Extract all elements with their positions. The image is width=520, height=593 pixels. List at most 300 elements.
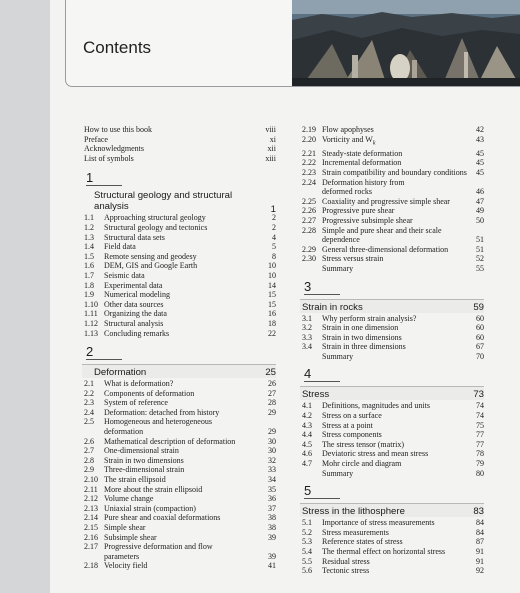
entry-page: 75	[476, 420, 484, 430]
chapter-block	[84, 344, 276, 571]
entry-number: 2.6	[84, 436, 94, 446]
entry-number: 2.30	[302, 254, 316, 264]
chapter-title-text: Strain in rocks	[302, 301, 363, 313]
toc-entry[interactable]	[302, 411, 484, 421]
entry-title: Stress components	[322, 430, 382, 440]
entry-number: 5.4	[302, 547, 312, 556]
entry-number: 2.23	[302, 167, 316, 177]
toc-entry[interactable]	[84, 242, 276, 252]
toc-entry[interactable]	[84, 271, 276, 281]
entry-number: 1.13	[84, 328, 98, 338]
entry-title: Volume change	[104, 494, 154, 504]
entry-title: Definitions, magnitudes and units	[322, 401, 430, 411]
entry-title: Flow apophyses	[322, 125, 374, 134]
toc-entry[interactable]	[84, 379, 276, 389]
entry-title: Importance of stress measurements	[322, 518, 435, 528]
chapter-rule	[304, 381, 340, 382]
entry-number: 2.7	[84, 446, 94, 456]
entry-page: 39	[268, 532, 276, 542]
entry-title: Velocity field	[104, 561, 148, 571]
entry-page: 80	[476, 468, 484, 478]
entry-title: The thermal effect on horizontal stress	[322, 547, 446, 556]
entry-title: Deviatoric stress and mean stress	[322, 449, 429, 459]
chapter-title-text: Deformation	[94, 367, 147, 379]
entry-title: Strain in one dimension	[322, 323, 399, 333]
toc-entry[interactable]	[302, 125, 484, 135]
toc-entry[interactable]	[302, 459, 484, 469]
entry-number: 2.2	[84, 388, 94, 398]
entry-number	[302, 264, 322, 274]
entry-title: Mohr circle and diagram	[322, 459, 402, 469]
entry-title: Organizing the data	[104, 309, 167, 319]
toc-entry[interactable]	[84, 417, 276, 436]
chapter-page: 83	[473, 506, 484, 518]
toc-entry[interactable]	[302, 518, 484, 528]
entry-page: 2	[272, 222, 276, 232]
entry-page: 67	[476, 342, 484, 352]
entry-page: 79	[476, 459, 484, 469]
entry-page: 74	[476, 411, 484, 421]
entry-number: 2.28	[302, 225, 316, 235]
entry-page: 47	[476, 196, 484, 206]
chapter-rule	[86, 359, 122, 360]
entry-number	[302, 469, 322, 479]
entry-page: 15	[268, 290, 276, 300]
entry-number: 2.5	[84, 417, 94, 427]
toc-entry[interactable]	[84, 319, 276, 329]
entry-title: Strain in two dimensions	[104, 455, 184, 465]
toc-entry[interactable]	[302, 245, 484, 255]
entry-number: 2.9	[84, 465, 94, 475]
entry-title-main: Vorticity and W	[322, 134, 373, 144]
entry-number: 2.10	[84, 475, 98, 485]
entry-title: Preface	[84, 134, 108, 144]
entry-page: 14	[268, 280, 276, 290]
toc-entry[interactable]	[84, 389, 276, 399]
chapter-block	[302, 483, 484, 576]
entry-number: 2.3	[84, 398, 94, 408]
chapter-number: 2	[86, 344, 94, 360]
entry-title: Summary	[322, 351, 354, 361]
entry-number: 1.5	[84, 251, 94, 261]
entry-title: Seismic data	[104, 270, 145, 280]
chapter-block	[302, 279, 484, 362]
entry-page: 10	[268, 261, 276, 271]
entry-number: 1.2	[84, 222, 94, 232]
toc-entry[interactable]	[84, 261, 276, 271]
entry-page: 51	[476, 235, 484, 245]
entry-title: DEM, GIS and Google Earth	[104, 261, 198, 271]
entry-title: Tectonic stress	[322, 566, 370, 576]
chapter-title-text: Stress	[302, 389, 330, 401]
entry-number: 1.4	[84, 242, 94, 252]
entry-title: Subsimple shear	[104, 532, 157, 542]
entry-title: Concluding remarks	[104, 328, 170, 338]
entry-title: Progressive subsimple shear	[322, 215, 413, 225]
entry-number: 2.4	[84, 407, 94, 417]
entry-page: 27	[268, 388, 276, 398]
entry-number: 2.27	[302, 215, 316, 225]
entry-page: 91	[476, 556, 484, 566]
entry-title: Uniaxial strain (compaction)	[104, 503, 196, 513]
entry-number: 1.7	[84, 270, 94, 280]
entry-page: 34	[268, 475, 276, 485]
entry-page: 52	[476, 254, 484, 264]
entry-title: Experimental data	[104, 280, 163, 290]
entry-title: How to use this book	[84, 125, 152, 134]
entry-page: 74	[476, 401, 484, 411]
entry-title: Stress versus strain	[322, 254, 384, 264]
entry-title: The stress tensor (matrix)	[322, 439, 404, 449]
entry-title: Strain compatibility and boundary conditions	[322, 167, 467, 177]
toc-entry[interactable]	[84, 475, 276, 485]
toc-entry[interactable]	[302, 430, 484, 440]
entry-title: Incremental deformation	[322, 158, 402, 168]
entry-page: 41	[268, 561, 276, 571]
entry-title: Stress on a surface	[322, 411, 382, 421]
toc-left-column	[84, 125, 276, 571]
entry-number: 5.5	[302, 556, 312, 566]
entry-number: 2.16	[84, 532, 98, 542]
entry-number: 4.3	[302, 420, 312, 430]
entry-title: Reference states of stress	[322, 537, 403, 547]
entry-number: 1.3	[84, 232, 94, 242]
entry-page: 28	[268, 398, 276, 408]
entry-page: 4	[272, 232, 276, 242]
entry-page: 91	[476, 547, 484, 556]
toc-entry[interactable]	[84, 135, 276, 145]
entry-number: 2.29	[302, 244, 316, 254]
toc-entry[interactable]	[302, 421, 484, 431]
entry-number: 2.18	[84, 561, 98, 571]
entry-page: 10	[268, 270, 276, 280]
toc-entry[interactable]	[84, 465, 276, 475]
entry-page: 5	[272, 242, 276, 252]
toc-entry[interactable]	[302, 323, 484, 333]
entry-number: 2.13	[84, 503, 98, 513]
chapter-block	[84, 170, 276, 338]
entry-number: 3.3	[302, 332, 312, 342]
entry-number: 2.11	[84, 484, 98, 494]
toc-entry[interactable]	[302, 440, 484, 450]
toc-entry[interactable]	[302, 557, 484, 567]
entry-page: 38	[268, 523, 276, 532]
entry-page: xi	[269, 134, 276, 144]
entry-title: Progressive deformation and flow parameters	[104, 542, 213, 561]
toc-entry[interactable]	[84, 485, 276, 495]
entry-title: Remote sensing and geodesy	[104, 251, 197, 261]
entry-title: Three-dimensional strain	[104, 465, 185, 475]
entry-title: General three-dimensional deformation	[322, 244, 449, 254]
entry-title: Strain in three dimensions	[322, 342, 406, 352]
entry-page: 78	[476, 449, 484, 459]
entry-page: xii	[267, 144, 276, 154]
toc-entry[interactable]	[302, 333, 484, 343]
entry-page: 39	[268, 551, 276, 561]
entry-page: 36	[268, 494, 276, 504]
chapter-rule	[86, 185, 122, 186]
entry-number: 2.21	[302, 148, 316, 158]
toc-entry[interactable]	[302, 528, 484, 538]
entry-page: 70	[476, 351, 484, 361]
entry-number: 4.5	[302, 439, 312, 449]
chapter-page: 25	[265, 367, 276, 379]
toc-entry[interactable]	[84, 213, 276, 223]
chapter-title[interactable]	[82, 364, 276, 378]
entry-page: 45	[476, 158, 484, 168]
entry-page: 26	[268, 379, 276, 389]
entry-number: 1.9	[84, 290, 94, 300]
entry-number: 4.7	[302, 459, 312, 469]
toc-entry[interactable]	[84, 300, 276, 310]
entry-page: 33	[268, 465, 276, 475]
entry-title: Structural analysis	[104, 318, 164, 328]
entry-title: Approaching structural geology	[104, 213, 206, 223]
toc-entry[interactable]	[84, 252, 276, 262]
entry-number: 2.25	[302, 196, 316, 206]
toc-entry[interactable]	[84, 561, 276, 571]
entry-page: 29	[268, 427, 276, 437]
chapter-number: 5	[304, 483, 312, 499]
entry-page: 38	[268, 513, 276, 523]
entry-number: 2.20	[302, 134, 316, 144]
entry-number: 2.17	[84, 542, 98, 552]
entry-page: 60	[476, 313, 484, 323]
entry-number: 2.26	[302, 206, 316, 216]
entry-page: 30	[268, 436, 276, 446]
toc-entry[interactable]	[84, 494, 276, 504]
entry-title: Acknowledgments	[84, 144, 144, 154]
toc-entry[interactable]	[84, 233, 276, 243]
entry-title: Simple shear	[104, 523, 146, 532]
toc-entry[interactable]	[302, 158, 484, 168]
entry-title: One-dimensional strain	[104, 446, 179, 456]
entry-page: 2	[272, 213, 276, 223]
entry-number: 3.1	[302, 313, 312, 323]
entry-title: Why perform strain analysis?	[322, 313, 417, 323]
toc-entry[interactable]	[84, 446, 276, 456]
entry-number: 1.1	[84, 213, 94, 223]
toc-entry[interactable]	[84, 437, 276, 447]
chapter-title[interactable]	[300, 503, 484, 517]
entry-page: 49	[476, 206, 484, 216]
entry-number: 5.2	[302, 527, 312, 537]
entry-title: Stress at a point	[322, 420, 373, 430]
entry-number: 2.14	[84, 513, 98, 523]
page-gutter	[0, 0, 50, 593]
entry-title: Other data sources	[104, 299, 164, 309]
entry-page: 51	[476, 244, 484, 254]
toc-entry[interactable]	[84, 398, 276, 408]
entry-title: Structural data sets	[104, 232, 165, 242]
entry-title: List of symbols	[84, 153, 134, 163]
entry-page: 50	[476, 215, 484, 225]
toc-entry[interactable]	[302, 149, 484, 159]
entry-page: 22	[268, 328, 276, 338]
entry-number: 2.1	[84, 379, 94, 389]
toc-entry[interactable]	[84, 281, 276, 291]
entry-page: 37	[268, 503, 276, 513]
toc-entry[interactable]	[302, 226, 484, 245]
toc-entry[interactable]	[84, 542, 276, 561]
entry-page: 45	[476, 148, 484, 158]
toc-entry[interactable]	[84, 223, 276, 233]
entry-title: Numerical modeling	[104, 290, 170, 300]
entry-title: System of reference	[104, 398, 168, 408]
entry-page: 92	[476, 566, 484, 576]
entry-title: Strain in two dimensions	[322, 332, 402, 342]
toc-entry[interactable]	[302, 537, 484, 547]
entry-number: 2.22	[302, 158, 316, 168]
entry-title: Progressive pure shear	[322, 206, 395, 216]
entry-number: 5.3	[302, 537, 312, 547]
entry-page: 84	[476, 518, 484, 528]
toc-entry[interactable]	[302, 469, 484, 479]
toc-entry[interactable]	[84, 144, 276, 154]
entry-title: Structural geology and tectonics	[104, 222, 208, 232]
toc-entry[interactable]	[84, 533, 276, 543]
entry-page: 32	[268, 455, 276, 465]
entry-page: 60	[476, 332, 484, 342]
entry-number: 1.6	[84, 261, 94, 271]
entry-title: More about the strain ellipsoid	[104, 484, 203, 494]
header-photo	[292, 0, 520, 86]
entry-page: 42	[476, 125, 484, 134]
entry-page: 18	[268, 318, 276, 328]
entry-number: 2.8	[84, 455, 94, 465]
page-title: Contents	[83, 38, 152, 57]
toc-entry[interactable]	[84, 154, 276, 164]
entry-title: Coaxiality and progressive simple shear	[322, 196, 450, 206]
entry-title: Deformation history from deformed rocks	[322, 177, 405, 197]
entry-number: 2.12	[84, 494, 98, 504]
chapter-page: 73	[473, 389, 484, 401]
entry-page: viii	[265, 125, 276, 134]
entry-number: 3.2	[302, 323, 312, 333]
toc-entry[interactable]	[84, 290, 276, 300]
chapter-title[interactable]	[300, 299, 484, 313]
entry-page: 45	[476, 167, 484, 177]
toc-entry[interactable]	[84, 513, 276, 523]
chapter-rule	[304, 294, 340, 295]
entry-title-subscript: k	[372, 140, 376, 147]
entry-page: 60	[476, 323, 484, 333]
entry-title: Homogeneous and heterogeneous deformation	[104, 417, 212, 437]
entry-title: Summary	[322, 263, 354, 273]
toc-entry[interactable]	[302, 178, 484, 197]
entry-title: Stress measurements	[322, 527, 389, 537]
entry-title: What is deformation?	[104, 379, 174, 389]
toc-entry[interactable]	[302, 197, 484, 207]
entry-page: 30	[268, 446, 276, 456]
entry-number: 2.19	[302, 125, 316, 134]
chapter-page: 59	[473, 301, 484, 313]
entry-page: 15	[268, 299, 276, 309]
entry-page: 77	[476, 430, 484, 440]
chapter-rule	[304, 498, 340, 499]
entry-number	[302, 352, 322, 362]
entry-title: Steady-state deformation	[322, 148, 403, 158]
entry-title: Components of deformation	[104, 388, 195, 398]
entry-number: 4.2	[302, 411, 312, 421]
chapter-title-text: Structural geology and structural analysis	[94, 190, 233, 213]
entry-page: 29	[268, 407, 276, 417]
toc-entry[interactable]	[84, 329, 276, 339]
entry-number: 1.10	[84, 299, 98, 309]
chapter-page: 1	[270, 204, 276, 216]
toc-entry[interactable]	[84, 523, 276, 533]
toc-entry[interactable]	[302, 216, 484, 226]
entry-page: 35	[268, 484, 276, 494]
toc-entry[interactable]	[302, 314, 484, 324]
entry-page: 87	[476, 537, 484, 547]
entry-page: 84	[476, 527, 484, 537]
entry-page: 8	[272, 251, 276, 261]
toc-entry[interactable]	[84, 309, 276, 319]
entry-title: Residual stress	[322, 556, 370, 566]
entry-page: 77	[476, 439, 484, 449]
toc-entry[interactable]	[302, 206, 484, 216]
toc-entry[interactable]	[302, 135, 484, 149]
entry-number: 4.6	[302, 449, 312, 459]
chapter-number: 1	[86, 170, 94, 186]
entry-number: 5.6	[302, 566, 312, 576]
entry-page: 55	[476, 263, 484, 273]
entry-number: 2.24	[302, 177, 316, 187]
entry-title: Summary	[322, 468, 354, 478]
entry-title: Mathematical description of deformation	[104, 436, 236, 446]
toc-right-column	[302, 125, 484, 576]
chapter-title[interactable]	[84, 190, 276, 216]
entry-title: The strain ellipsoid	[104, 475, 166, 485]
entry-title: Simple and pure shear and their scale dependence	[322, 225, 442, 245]
toc-entry[interactable]	[302, 254, 484, 264]
toc-entry[interactable]	[302, 401, 484, 411]
entry-number: 2.15	[84, 523, 98, 532]
entry-title: Deformation: detached from history	[104, 407, 220, 417]
toc-entry[interactable]	[84, 504, 276, 514]
chapter-title[interactable]	[300, 386, 484, 400]
toc-entry[interactable]	[302, 342, 484, 352]
chapter-number: 4	[304, 366, 312, 382]
entry-number: 4.1	[302, 401, 312, 411]
entry-number: 4.4	[302, 430, 312, 440]
toc-entry[interactable]	[302, 547, 484, 557]
entry-page: xiii	[265, 153, 276, 163]
entry-number: 1.12	[84, 318, 98, 328]
entry-title	[322, 135, 484, 149]
entry-page: 43	[476, 134, 484, 144]
entry-page: 46	[476, 187, 484, 197]
entry-number: 3.4	[302, 342, 312, 352]
toc-entry[interactable]	[302, 566, 484, 576]
toc-entry[interactable]	[302, 352, 484, 362]
entry-number: 1.8	[84, 280, 94, 290]
entry-number: 1.11	[84, 309, 98, 319]
chapter-title-text: Stress in the lithosphere	[302, 506, 405, 518]
toc-entry[interactable]	[84, 456, 276, 466]
toc-entry[interactable]	[84, 408, 276, 418]
chapter-number: 3	[304, 278, 312, 294]
entry-title: Field data	[104, 242, 136, 252]
toc-entry[interactable]	[302, 168, 484, 178]
toc-entry[interactable]	[302, 449, 484, 459]
entry-page: 16	[268, 309, 276, 319]
toc-entry[interactable]	[302, 264, 484, 274]
toc-entry[interactable]	[84, 125, 276, 135]
entry-title: Pure shear and coaxial deformations	[104, 513, 221, 523]
chapter-block	[302, 366, 484, 478]
